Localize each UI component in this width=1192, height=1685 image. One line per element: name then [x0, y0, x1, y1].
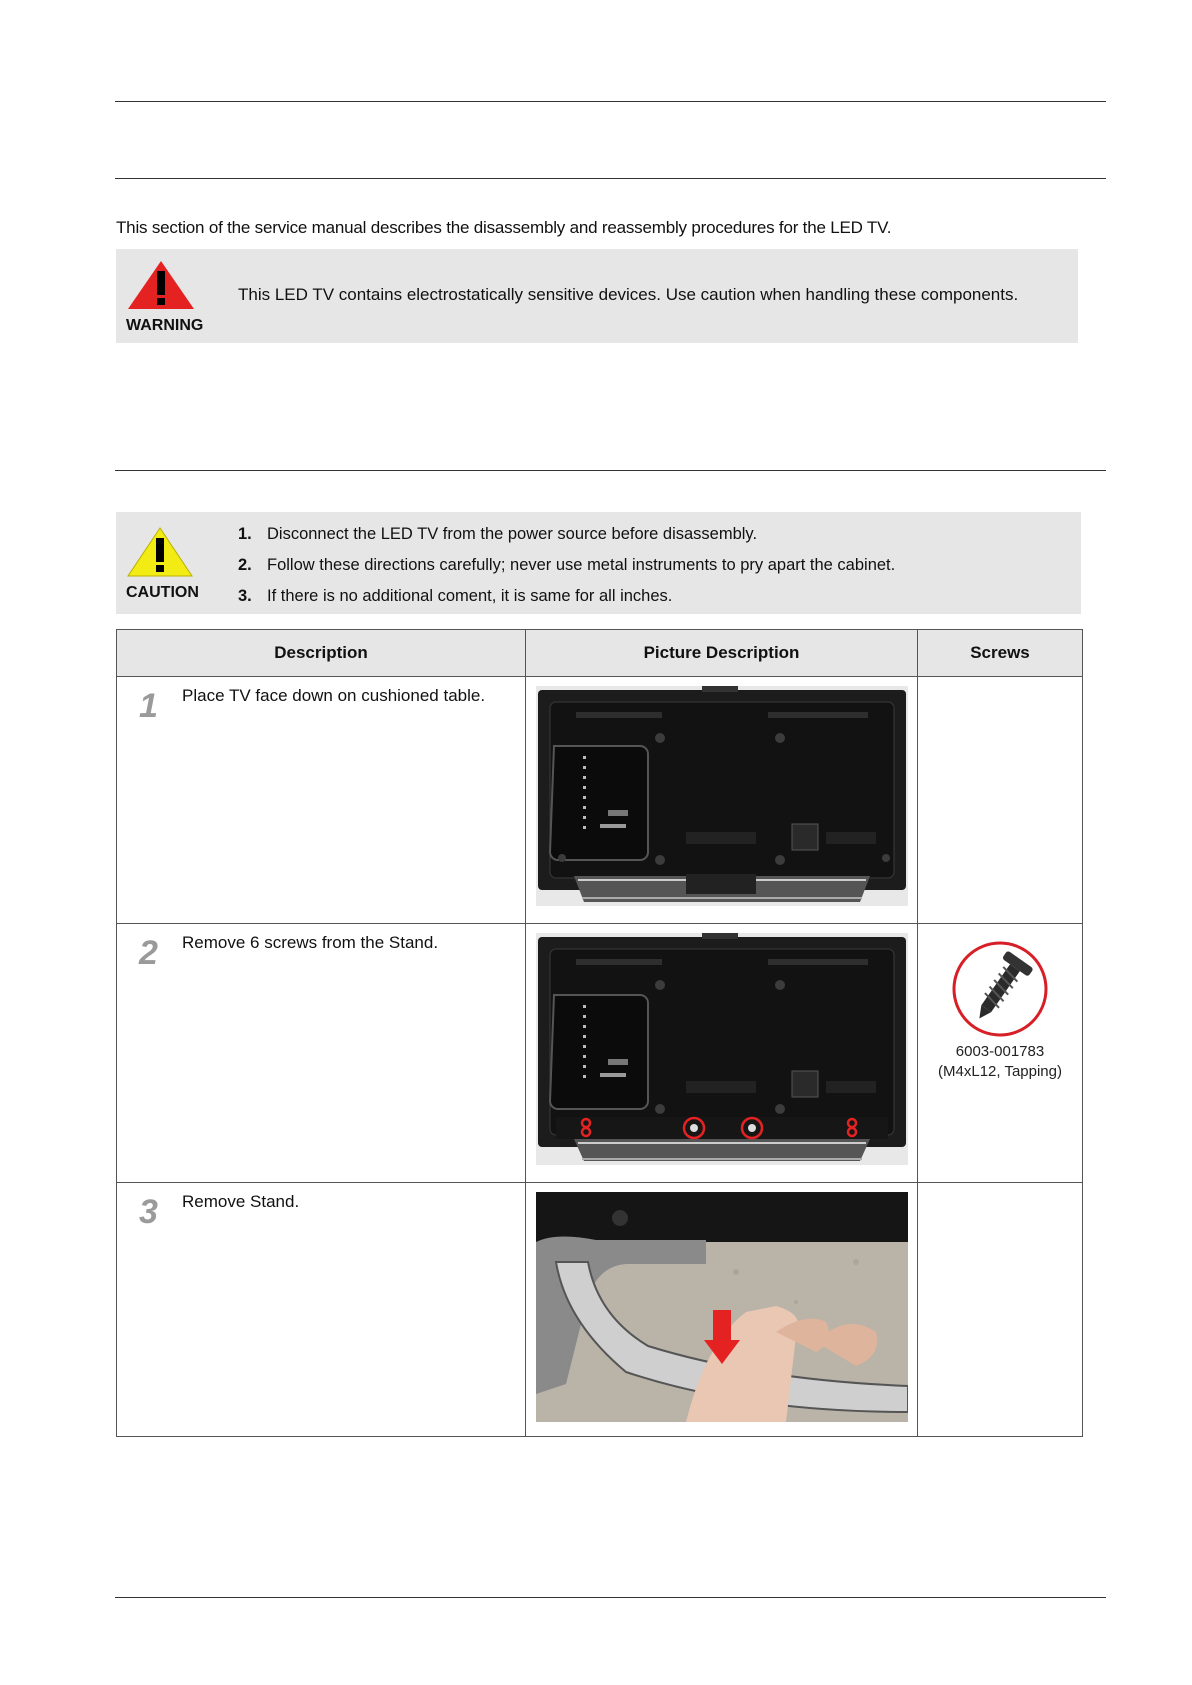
warning-label: WARNING — [126, 317, 204, 334]
step-screws-cell — [918, 677, 1083, 924]
tv-back-photo — [536, 686, 908, 906]
header-picture-description: Picture Description — [526, 630, 918, 677]
step-text: Place TV face down on cushioned table. — [182, 686, 486, 705]
step-screws-cell — [918, 924, 1083, 1183]
step-number: 1 — [139, 687, 158, 725]
caution-item-number: 1. — [238, 525, 252, 543]
warning-box — [116, 249, 1078, 343]
caution-item-text: Disconnect the LED TV from the power source before disassembly. — [267, 525, 758, 543]
caution-item-text: If there is no additional coment, it is same for all inches. — [267, 587, 673, 605]
step-text: Remove Stand. — [182, 1192, 300, 1211]
caution-list — [238, 523, 895, 616]
step-picture-cell — [526, 924, 918, 1183]
step-picture-cell — [526, 677, 918, 924]
table-header-row — [117, 630, 1083, 677]
step-description-cell — [117, 924, 526, 1183]
header-screws: Screws — [918, 630, 1083, 677]
step-description-cell — [117, 1183, 526, 1437]
warning-text: This LED TV contains electrostatically sensitive devices. Use caution when handling these components. — [238, 285, 1019, 304]
caution-item — [238, 554, 895, 585]
remove-stand-photo — [536, 1192, 908, 1422]
caution-triangle-icon — [126, 526, 194, 578]
caution-item — [238, 585, 895, 616]
intro-text: This section of the service manual describes the disassembly and reassembly procedures for the LED TV. — [116, 218, 892, 237]
header-rule-top — [115, 101, 1106, 102]
header-rule-bottom — [115, 178, 1106, 179]
caution-box — [116, 512, 1081, 614]
caution-item — [238, 523, 895, 554]
caution-item-text: Follow these directions carefully; never use metal instruments to pry apart the cabinet. — [267, 556, 896, 574]
tv-back-stand-screws-photo — [536, 933, 908, 1165]
warning-sign — [126, 259, 204, 335]
step-screws-cell — [918, 1183, 1083, 1437]
screw-icon — [950, 939, 1050, 1039]
caution-item-number: 3. — [238, 587, 252, 605]
footer-rule — [115, 1597, 1106, 1598]
screw-spec: (M4xL12, Tapping) — [938, 1063, 1062, 1080]
step-number: 3 — [139, 1193, 158, 1231]
screw-part-code: 6003-001783 — [955, 1043, 1045, 1060]
step-number: 2 — [139, 934, 158, 972]
table-row — [117, 677, 1083, 924]
step-description-cell — [117, 677, 526, 924]
section-rule — [115, 470, 1106, 471]
disassembly-steps-table — [116, 629, 1083, 1437]
table-row — [117, 924, 1083, 1183]
caution-item-number: 2. — [238, 556, 252, 574]
screw-label — [918, 1042, 1082, 1082]
warning-triangle-icon — [126, 259, 196, 311]
step-picture-cell — [526, 1183, 918, 1437]
table-row — [117, 1183, 1083, 1437]
header-description: Description — [117, 630, 526, 677]
caution-sign — [126, 526, 199, 602]
step-text: Remove 6 screws from the Stand. — [182, 933, 439, 952]
caution-label: CAUTION — [126, 584, 199, 601]
